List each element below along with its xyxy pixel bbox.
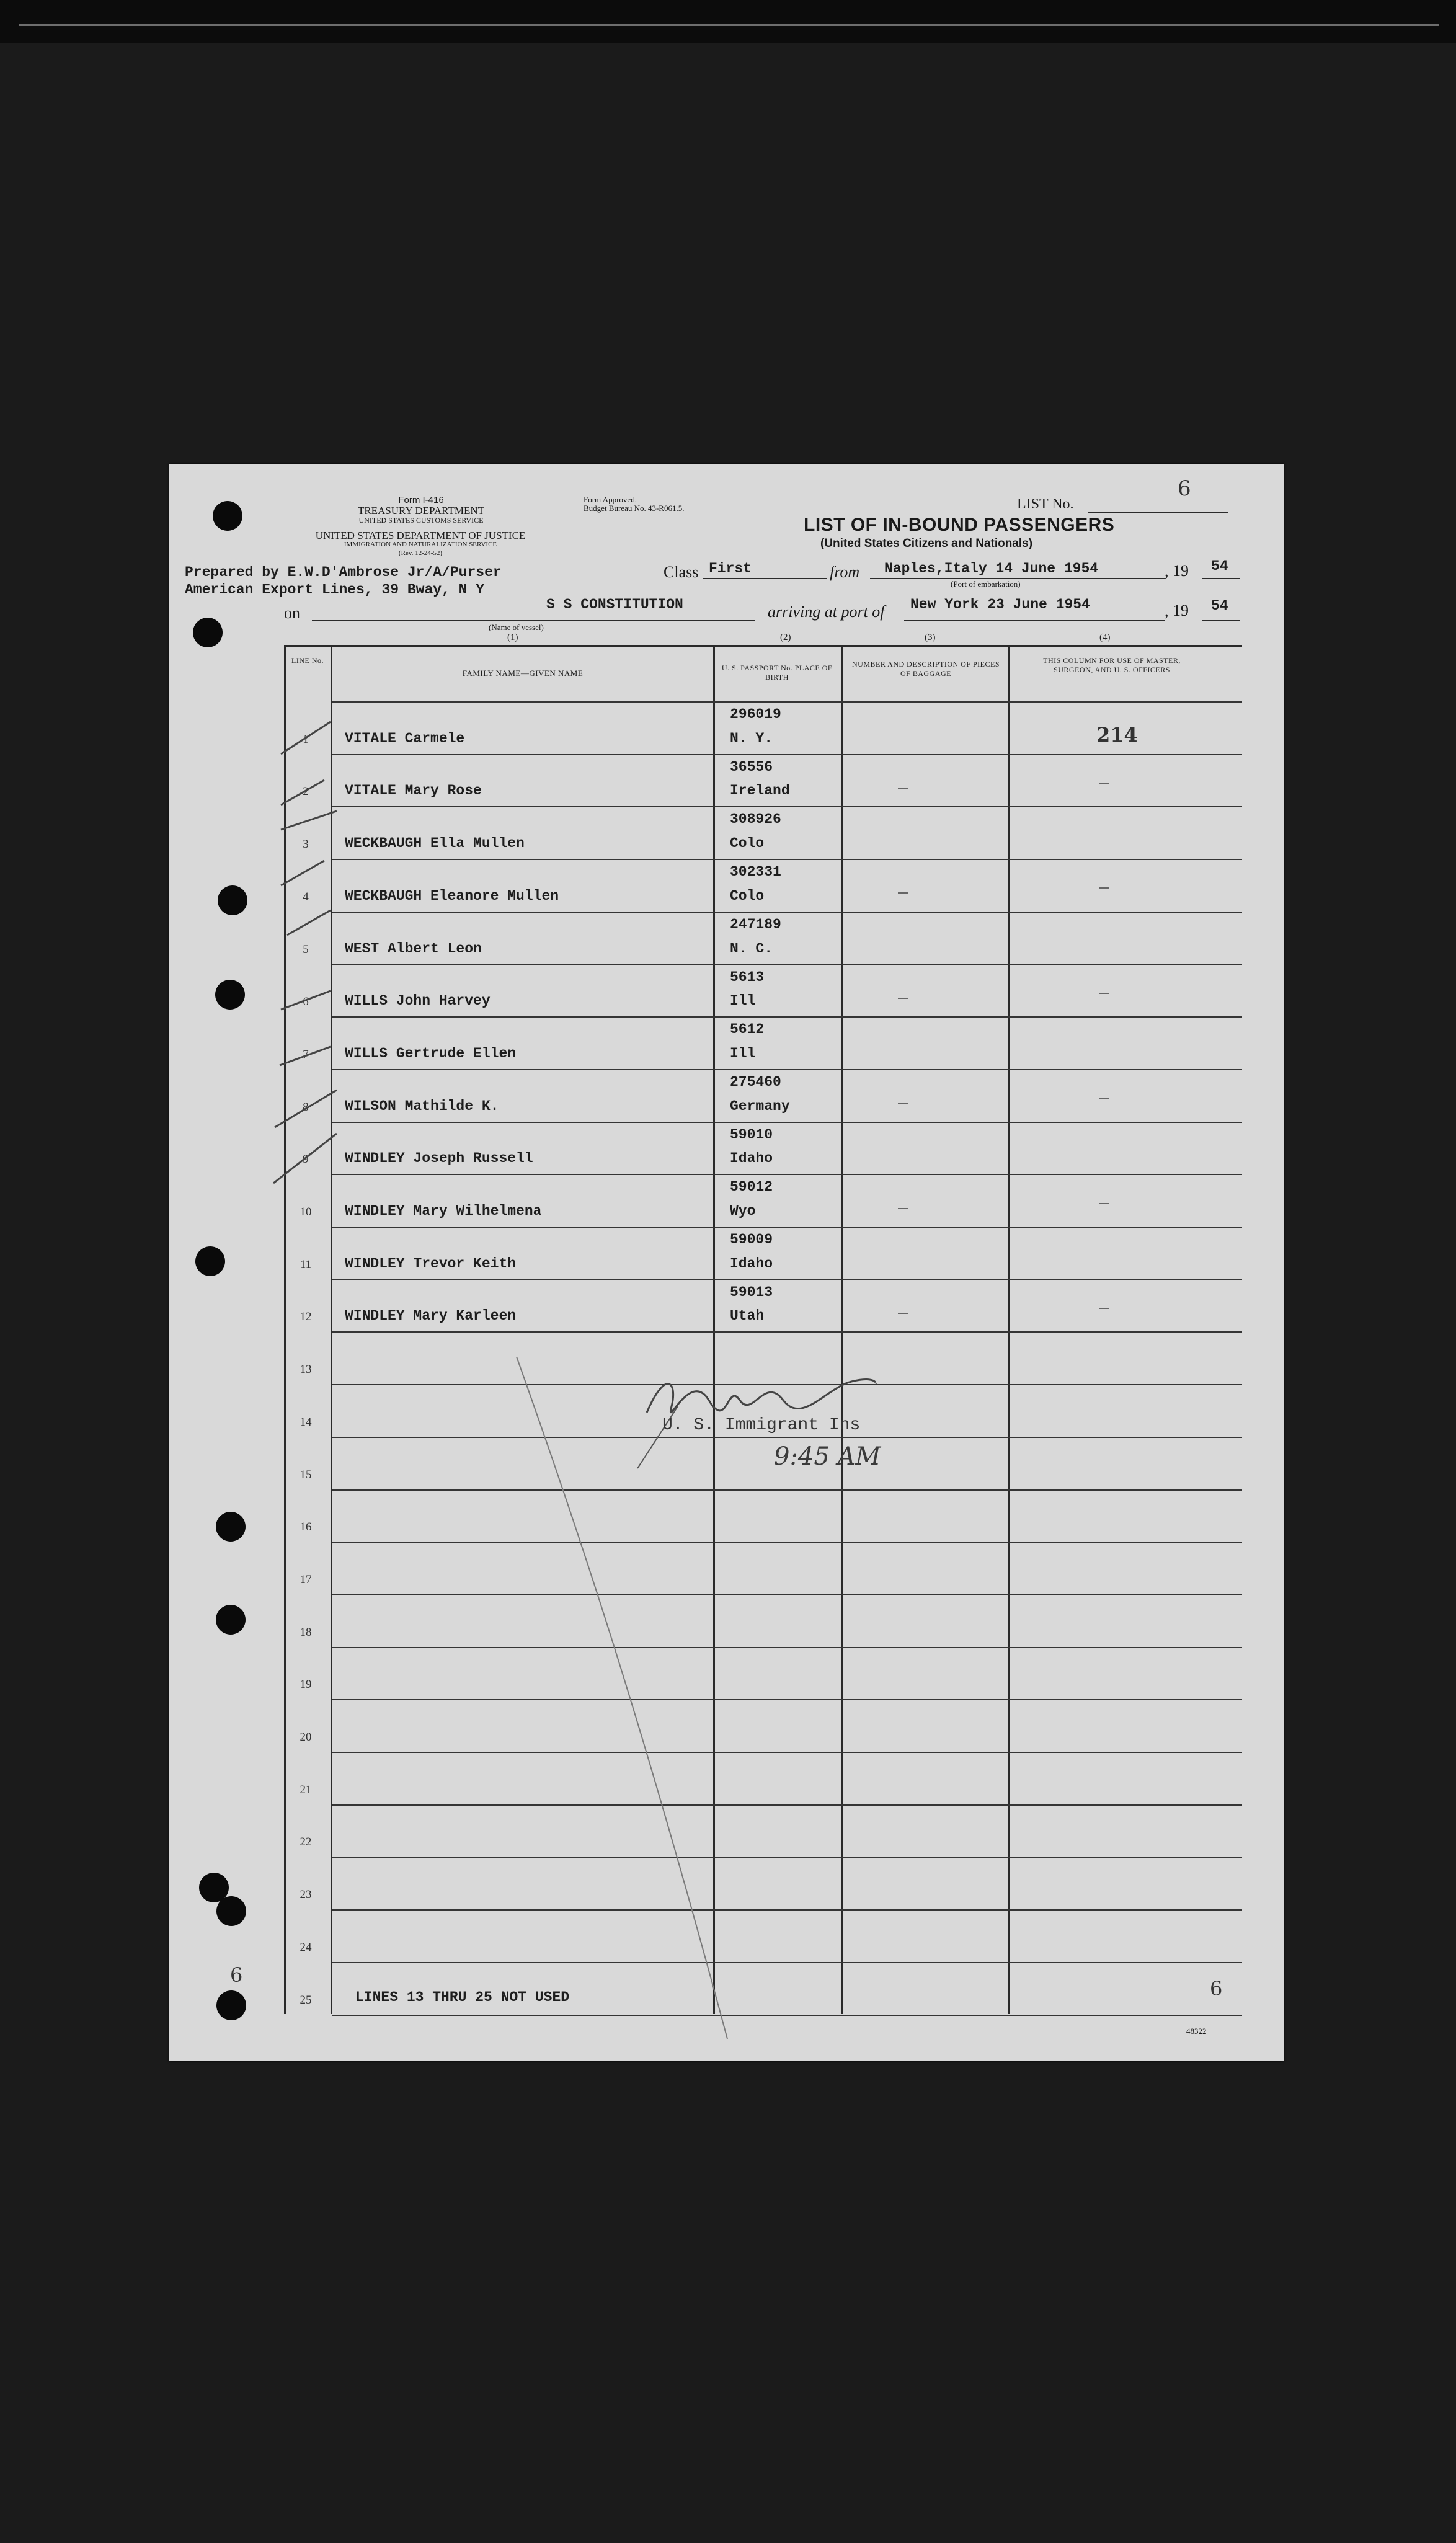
check-mark — [275, 1090, 337, 1127]
from-year-prefix: , 19 — [1165, 562, 1189, 580]
row-number: 21 — [300, 1783, 312, 1796]
officer-dash — [1099, 1098, 1109, 1099]
vessel-caption: (Name of vessel) — [489, 623, 544, 632]
scanner-top-line — [19, 24, 1439, 26]
arriving-underline — [904, 620, 1165, 621]
row-number: 11 — [300, 1258, 312, 1271]
officer-dash — [1099, 887, 1109, 889]
check-mark — [280, 1047, 331, 1065]
row-number: 4 — [303, 890, 309, 903]
place-of-birth: N. Y. — [730, 730, 773, 747]
passenger-name: WILSON Mathilde K. — [345, 1098, 499, 1114]
check-mark — [281, 991, 331, 1010]
place-of-birth: Wyo — [730, 1203, 756, 1219]
handwritten-marks — [504, 1344, 1000, 2337]
row-line — [332, 1279, 1242, 1280]
ins-service: IMMIGRATION AND NATURALIZATION SERVICE — [344, 541, 497, 548]
on-label: on — [284, 604, 300, 622]
from-label: from — [830, 563, 860, 581]
baggage-dash — [898, 1313, 908, 1314]
pencil-line — [517, 1357, 727, 2039]
row-line — [332, 1016, 1242, 1018]
punch-hole — [216, 1990, 246, 2020]
row-line — [332, 1227, 1242, 1228]
port-embark-caption: (Port of embarkation) — [951, 579, 1021, 588]
passport-number: 59010 — [730, 1126, 773, 1143]
arriving-label: arriving at port of — [768, 603, 885, 621]
row-number: 15 — [300, 1468, 312, 1481]
col-marker-1: (1) — [507, 632, 518, 642]
passenger-name: WEST Albert Leon — [345, 940, 482, 957]
passport-number: 59012 — [730, 1179, 773, 1196]
prepared-by: Prepared by E.W.D'Ambrose Jr/A/Purser — [185, 564, 502, 580]
passport-number: 5612 — [730, 1021, 765, 1038]
arrive-year: 54 — [1211, 598, 1228, 614]
scanner-top-bar — [0, 0, 1456, 43]
header-name: FAMILY NAME—GIVEN NAME — [462, 668, 584, 678]
check-mark — [281, 722, 331, 754]
passenger-name: VITALE Carmele — [345, 730, 465, 747]
inspection-stamp: U. S. Immigrant Ins — [662, 1416, 861, 1435]
row-number: 24 — [300, 1940, 312, 1954]
header-officers: THIS COLUMN FOR USE OF MASTER, SURGEON, AND U. S. OFFICERS — [1043, 656, 1181, 674]
place-of-birth: Colo — [730, 835, 765, 852]
officer-dash — [1099, 1203, 1109, 1204]
officer-mark: 214 — [1096, 723, 1138, 747]
arriving-value: New York 23 June 1954 — [910, 597, 1090, 613]
header-bottom-line — [332, 701, 1242, 703]
check-mark — [281, 811, 337, 830]
row-line — [332, 806, 1242, 807]
baggage-dash — [898, 892, 908, 894]
passenger-name: WECKBAUGH Eleanore Mullen — [345, 887, 559, 904]
place-of-birth: Ireland — [730, 783, 790, 799]
header-line-no: LINE No. — [291, 656, 324, 665]
from-value: Naples,Italy 14 June 1954 — [884, 561, 1099, 577]
officer-dash — [1099, 993, 1109, 994]
passport-number: 59009 — [730, 1232, 773, 1248]
place-of-birth: Ill — [730, 993, 756, 1010]
place-of-birth: Idaho — [730, 1150, 773, 1167]
row-number: 8 — [303, 1100, 309, 1114]
row-number: 18 — [300, 1625, 312, 1639]
arrive-year-prefix: , 19 — [1165, 601, 1189, 619]
baggage-dash — [898, 788, 908, 789]
form-title: LIST OF IN-BOUND PASSENGERS — [804, 515, 1115, 535]
check-marks — [262, 681, 349, 1208]
manifest-page — [169, 464, 1284, 2061]
passenger-name: WINDLEY Trevor Keith — [345, 1255, 517, 1272]
header-passport: U. S. PASSPORT No. PLACE OF BIRTH — [721, 663, 833, 681]
punch-hole — [216, 1605, 246, 1635]
row-number: 9 — [303, 1153, 309, 1166]
baggage-dash — [898, 998, 908, 999]
list-number: 6 — [1178, 476, 1191, 501]
row-number: 14 — [300, 1415, 312, 1429]
row-number: 23 — [300, 1888, 312, 1902]
inspection-time: 9:45 AM — [774, 1442, 881, 1471]
col-divider-baggage — [1008, 645, 1010, 2014]
row-number: 7 — [303, 1047, 309, 1061]
passport-number: 296019 — [730, 706, 781, 722]
header-baggage: NUMBER AND DESCRIPTION OF PIECES OF BAGGAGE — [851, 660, 1000, 678]
row-line — [332, 964, 1242, 965]
budget-bureau: Budget Bureau No. 43-R061.5. — [584, 504, 685, 513]
class-value: First — [709, 561, 752, 577]
place-of-birth: N. C. — [730, 940, 773, 957]
row-number: 6 — [303, 995, 309, 1009]
passenger-name: WINDLEY Mary Karleen — [345, 1308, 517, 1325]
passenger-name: WINDLEY Mary Wilhelmena — [345, 1203, 542, 1219]
vessel-name: S S CONSTITUTION — [546, 597, 683, 613]
place-of-birth: Idaho — [730, 1255, 773, 1272]
row-line — [332, 859, 1242, 860]
list-no-underline — [1088, 512, 1228, 513]
not-used-note: LINES 13 THRU 25 NOT USED — [355, 1989, 570, 2005]
class-underline — [703, 578, 827, 579]
place-of-birth: Ill — [730, 1045, 756, 1062]
class-label: Class — [664, 563, 699, 581]
passenger-name: WINDLEY Joseph Russell — [345, 1150, 533, 1167]
baggage-dash — [898, 1208, 908, 1209]
officer-dash — [1099, 783, 1109, 784]
from-year: 54 — [1211, 558, 1228, 574]
passenger-name: VITALE Mary Rose — [345, 783, 482, 799]
row-line — [332, 1174, 1242, 1175]
form-number: Form I-416 — [398, 495, 444, 505]
col-marker-2: (2) — [780, 632, 791, 642]
passenger-name: WILLS Gertrude Ellen — [345, 1045, 517, 1062]
col-marker-3: (3) — [925, 632, 936, 642]
from-year-underline — [1202, 578, 1240, 579]
table-top-border — [284, 645, 1242, 647]
place-of-birth: Colo — [730, 887, 765, 904]
row-number: 3 — [303, 838, 309, 851]
col-marker-4: (4) — [1099, 632, 1111, 642]
row-number: 22 — [300, 1835, 312, 1849]
punch-hole — [193, 618, 223, 647]
row-number: 16 — [300, 1520, 312, 1534]
passenger-name: WECKBAUGH Ella Mullen — [345, 835, 525, 852]
margin-number-left: 6 — [230, 1963, 243, 1987]
list-no-label: LIST No. — [1017, 496, 1074, 512]
place-of-birth: Germany — [730, 1098, 790, 1114]
row-number: 19 — [300, 1678, 312, 1692]
passport-number: 302331 — [730, 864, 781, 881]
row-line — [332, 1122, 1242, 1123]
passenger-name: WILLS John Harvey — [345, 993, 491, 1010]
customs-service: UNITED STATES CUSTOMS SERVICE — [358, 516, 484, 525]
check-mark — [273, 1134, 337, 1183]
form-approved: Form Approved. — [584, 495, 637, 504]
check-mark — [281, 861, 324, 885]
baggage-dash — [898, 1103, 908, 1104]
passport-number: 36556 — [730, 758, 773, 775]
punch-hole — [216, 1896, 246, 1926]
footer-code: 48322 — [1186, 2026, 1207, 2036]
punch-hole — [215, 980, 245, 1010]
check-mark — [281, 780, 324, 805]
row-number: 20 — [300, 1731, 312, 1744]
passport-number: 275460 — [730, 1073, 781, 1090]
margin-number-right: 6 — [1210, 1977, 1223, 2000]
row-line — [332, 912, 1242, 913]
row-number: 1 — [303, 732, 309, 746]
row-number: 13 — [300, 1363, 312, 1377]
row-line — [332, 1069, 1242, 1070]
vessel-underline — [312, 620, 755, 621]
justice-dept: UNITED STATES DEPARTMENT OF JUSTICE — [315, 530, 526, 541]
shipping-company: American Export Lines, 39 Bway, N Y — [185, 582, 485, 598]
form-subtitle: (United States Citizens and Nationals) — [820, 537, 1033, 550]
row-number: 12 — [300, 1310, 312, 1324]
punch-hole — [195, 1246, 225, 1276]
row-number: 17 — [300, 1573, 312, 1586]
revision-date: (Rev. 12-24-52) — [398, 549, 443, 557]
row-line — [332, 1331, 1242, 1333]
punch-hole — [213, 501, 242, 531]
arrive-year-underline — [1202, 620, 1240, 621]
inspector-signature — [647, 1380, 876, 1413]
officer-dash — [1099, 1308, 1109, 1309]
passport-number: 59013 — [730, 1284, 773, 1300]
row-number: 10 — [300, 1205, 312, 1218]
passport-number: 5613 — [730, 969, 765, 985]
row-line — [332, 754, 1242, 755]
row-number: 25 — [300, 1993, 312, 2007]
passport-number: 308926 — [730, 811, 781, 828]
passport-number: 247189 — [730, 916, 781, 933]
treasury-dept: TREASURY DEPARTMENT — [357, 505, 485, 517]
row-number: 5 — [303, 943, 309, 956]
check-mark — [287, 910, 331, 935]
row-number: 2 — [303, 785, 309, 799]
punch-hole — [216, 1512, 246, 1542]
place-of-birth: Utah — [730, 1308, 765, 1325]
punch-hole — [218, 885, 247, 915]
